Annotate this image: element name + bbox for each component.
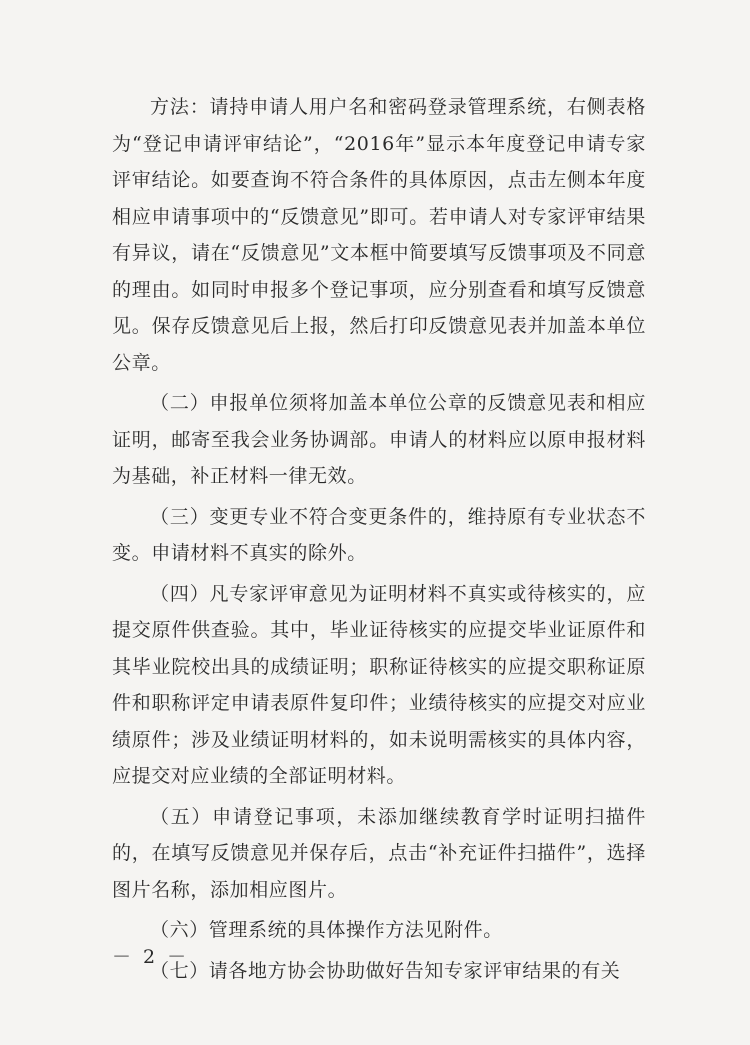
- document-body: [112, 89, 646, 993]
- paragraph-item-5: （五）申请登记事项，未添加继续教育学时证明扫描件的，在填写反馈意见并保存后，点击“补充证件扫描件”，选择图片名称，添加相应图片。: [112, 805, 646, 901]
- paragraph-item-6: （六）管理系统的具体操作方法见附件。: [150, 919, 503, 941]
- paragraph-item-2: （二）申报单位须将加盖本单位公章的反馈意见表和相应证明，邮寄至我会业务协调部。申请人的材料应以原申报材料为基础，补正材料一律无效。: [112, 392, 646, 487]
- page-number: － 2 －: [112, 946, 190, 968]
- paragraph-item-7: （七）请各地方协会协助做好告知专家评审结果的有关: [150, 959, 621, 982]
- paragraph-item-3: （三）变更专业不符合变更条件的，维持原有专业状态不变。申请材料不真实的除外。: [112, 505, 646, 564]
- paragraph-item-4: （四）凡专家评审意见为证明材料不真实或待核实的，应提交原件供查验。其中，毕业证待核实的应提交毕业证原件和其毕业院校出具的成绩证明；职称证待核实的应提交职称证原件和职称评定申请表原件复印件；业绩待核实的应提交对应业绩原件；涉及业绩证明材料的，如未说明需核实的具体内容，应提交对应业绩的全部证明材料。: [112, 582, 646, 787]
- paragraph-method: 方法：请持申请人用户名和密码登录管理系统，右侧表格为“登记申请评审结论”，“2016年”显示本年度登记申请专家评审结论。如要查询不符合条件的具体原因，点击左侧本年度相应申请事项中的“反馈意见”即可。若申请人对专家评审结果有异议，请在“反馈意见”文本框中简要填写反馈事项及不同意的理由。如同时申报多个登记事项，应分别查看和填写反馈意见。保存反馈意见后上报，然后打印反馈意见表并加盖本单位公章。: [112, 96, 646, 374]
